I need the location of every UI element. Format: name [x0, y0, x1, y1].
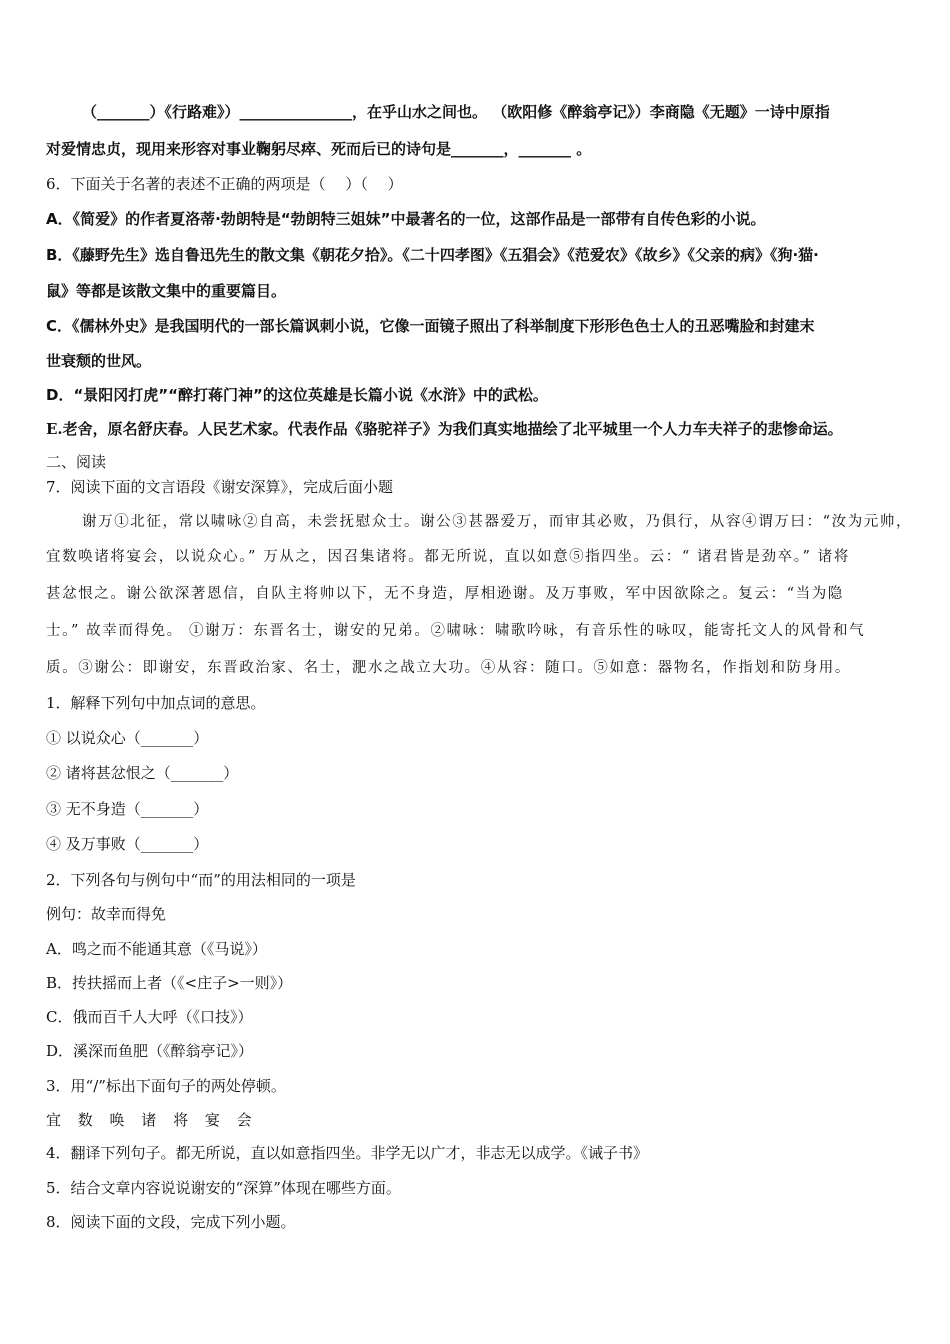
q6-option-a: A．《简爱》的作者夏洛蒂·勃朗特是“勃朗特三姐妹”中最著名的一位，这部作品是一部带有自传色彩的小说。: [46, 210, 766, 228]
sub4-stem: 4．翻译下列句子。都无所说，直以如意指四坐。非学无以广才，非志无以成学。《诫子书》: [46, 1144, 649, 1162]
sub2-example: 例句：故幸而得免: [46, 905, 167, 923]
sub1-item-3: ③ 无不身造（_______）: [46, 800, 209, 818]
q6-option-c-cont: 世衰颓的世风。: [46, 352, 152, 370]
poem-line-1: （_______）《行路难》）_______________，在乎山水之间也。 （欧阳修《醉翁亭记》）李商隐《无题》一诗中原指: [82, 103, 830, 121]
q6-option-b-cont: 鼠》等都是该散文集中的重要篇目。: [46, 282, 287, 300]
q8-stem: 8．阅读下面的文段，完成下列小题。: [46, 1213, 296, 1231]
sub3-sentence: 宜 数 唤 诸 将 宴 会: [46, 1111, 258, 1129]
q6-option-e: E.老舍，原名舒庆春。人民艺术家。代表作品《骆驼祥子》为我们真实地描绘了北平城里一个人力车夫祥子的悲惨命运。: [46, 420, 843, 438]
sub2-option-a: A．鸣之而不能通其意（《马说》）: [46, 940, 267, 958]
sub2-stem: 2．下列各句与例句中“而”的用法相同的一项是: [46, 871, 356, 889]
sub3-stem: 3．用“/”标出下面句子的两处停顿。: [46, 1077, 286, 1095]
passage-line-4: 士。” 故幸而得免。 ①谢万：东晋名士，谢安的兄弟。②啸咏：啸歌吟咏，有音乐性的咏叹，能寄托文人的风骨和气: [46, 623, 866, 639]
q6-option-d: D．“景阳冈打虎”“醉打蒋门神”的这位英雄是长篇小说《水浒》中的武松。: [46, 386, 548, 404]
sub1-item-1: ① 以说众心（_______）: [46, 729, 209, 747]
section-title: 二、阅读: [46, 453, 107, 471]
sub2-option-b: B．抟扶摇而上者（《<庄子>一则》）: [46, 974, 293, 992]
q6-option-c: C．《儒林外史》是我国明代的一部长篇讽刺小说，它像一面镜子照出了科举制度下形形色色士人的丑恶嘴脸和封建末: [46, 317, 815, 335]
sub1-stem: 1．解释下列句中加点词的意思。: [46, 694, 266, 712]
passage-line-1: 谢万①北征，常以啸咏②自高，未尝抚慰众士。谢公③甚器爱万，而审其必败，乃俱行，从容④谓万曰：“汝为元帅，: [82, 514, 913, 530]
sub2-option-c: C．俄而百千人大呼（《口技》）: [46, 1008, 253, 1026]
sub1-item-2: ② 诸将甚忿恨之（_______）: [46, 764, 239, 782]
q6-stem: 6．下面关于名著的表述不正确的两项是（ ）（ ）: [46, 175, 403, 193]
sub2-option-d: D．溪深而鱼肥（《醉翁亭记》）: [46, 1042, 254, 1060]
sub5-stem: 5．结合文章内容说说谢安的“深算”体现在哪些方面。: [46, 1179, 401, 1197]
passage-line-5: 质。③谢公：即谢安，东晋政治家、名士，淝水之战立大功。④从容：随口。⑤如意：器物名，作指划和防身用。: [46, 660, 851, 676]
q7-stem: 7．阅读下面的文言语段《谢安深算》，完成后面小题: [46, 478, 394, 496]
sub1-item-4: ④ 及万事败（_______）: [46, 835, 209, 853]
poem-line-2: 对爱情忠贞，现用来形容对事业鞠躬尽瘁、死而后已的诗句是_______，_______ 。: [46, 140, 592, 158]
passage-line-3: 甚忿恨之。谢公欲深著恩信，自队主将帅以下，无不身造，厚相逊谢。及万事败，军中因欲除之。复云：“当为隐: [46, 586, 844, 602]
q6-option-b: B．《藤野先生》选自鲁迅先生的散文集《朝花夕拾》。《二十四孝图》《五猖会》《范爱农》《故乡》《父亲的病》《狗·猫·: [46, 246, 819, 264]
passage-line-2: 宜数唤诸将宴会，以说众心。” 万从之，因召集诸将。都无所说，直以如意⑤指四坐。云：“ 诸君皆是劲卒。” 诸将: [46, 549, 850, 565]
